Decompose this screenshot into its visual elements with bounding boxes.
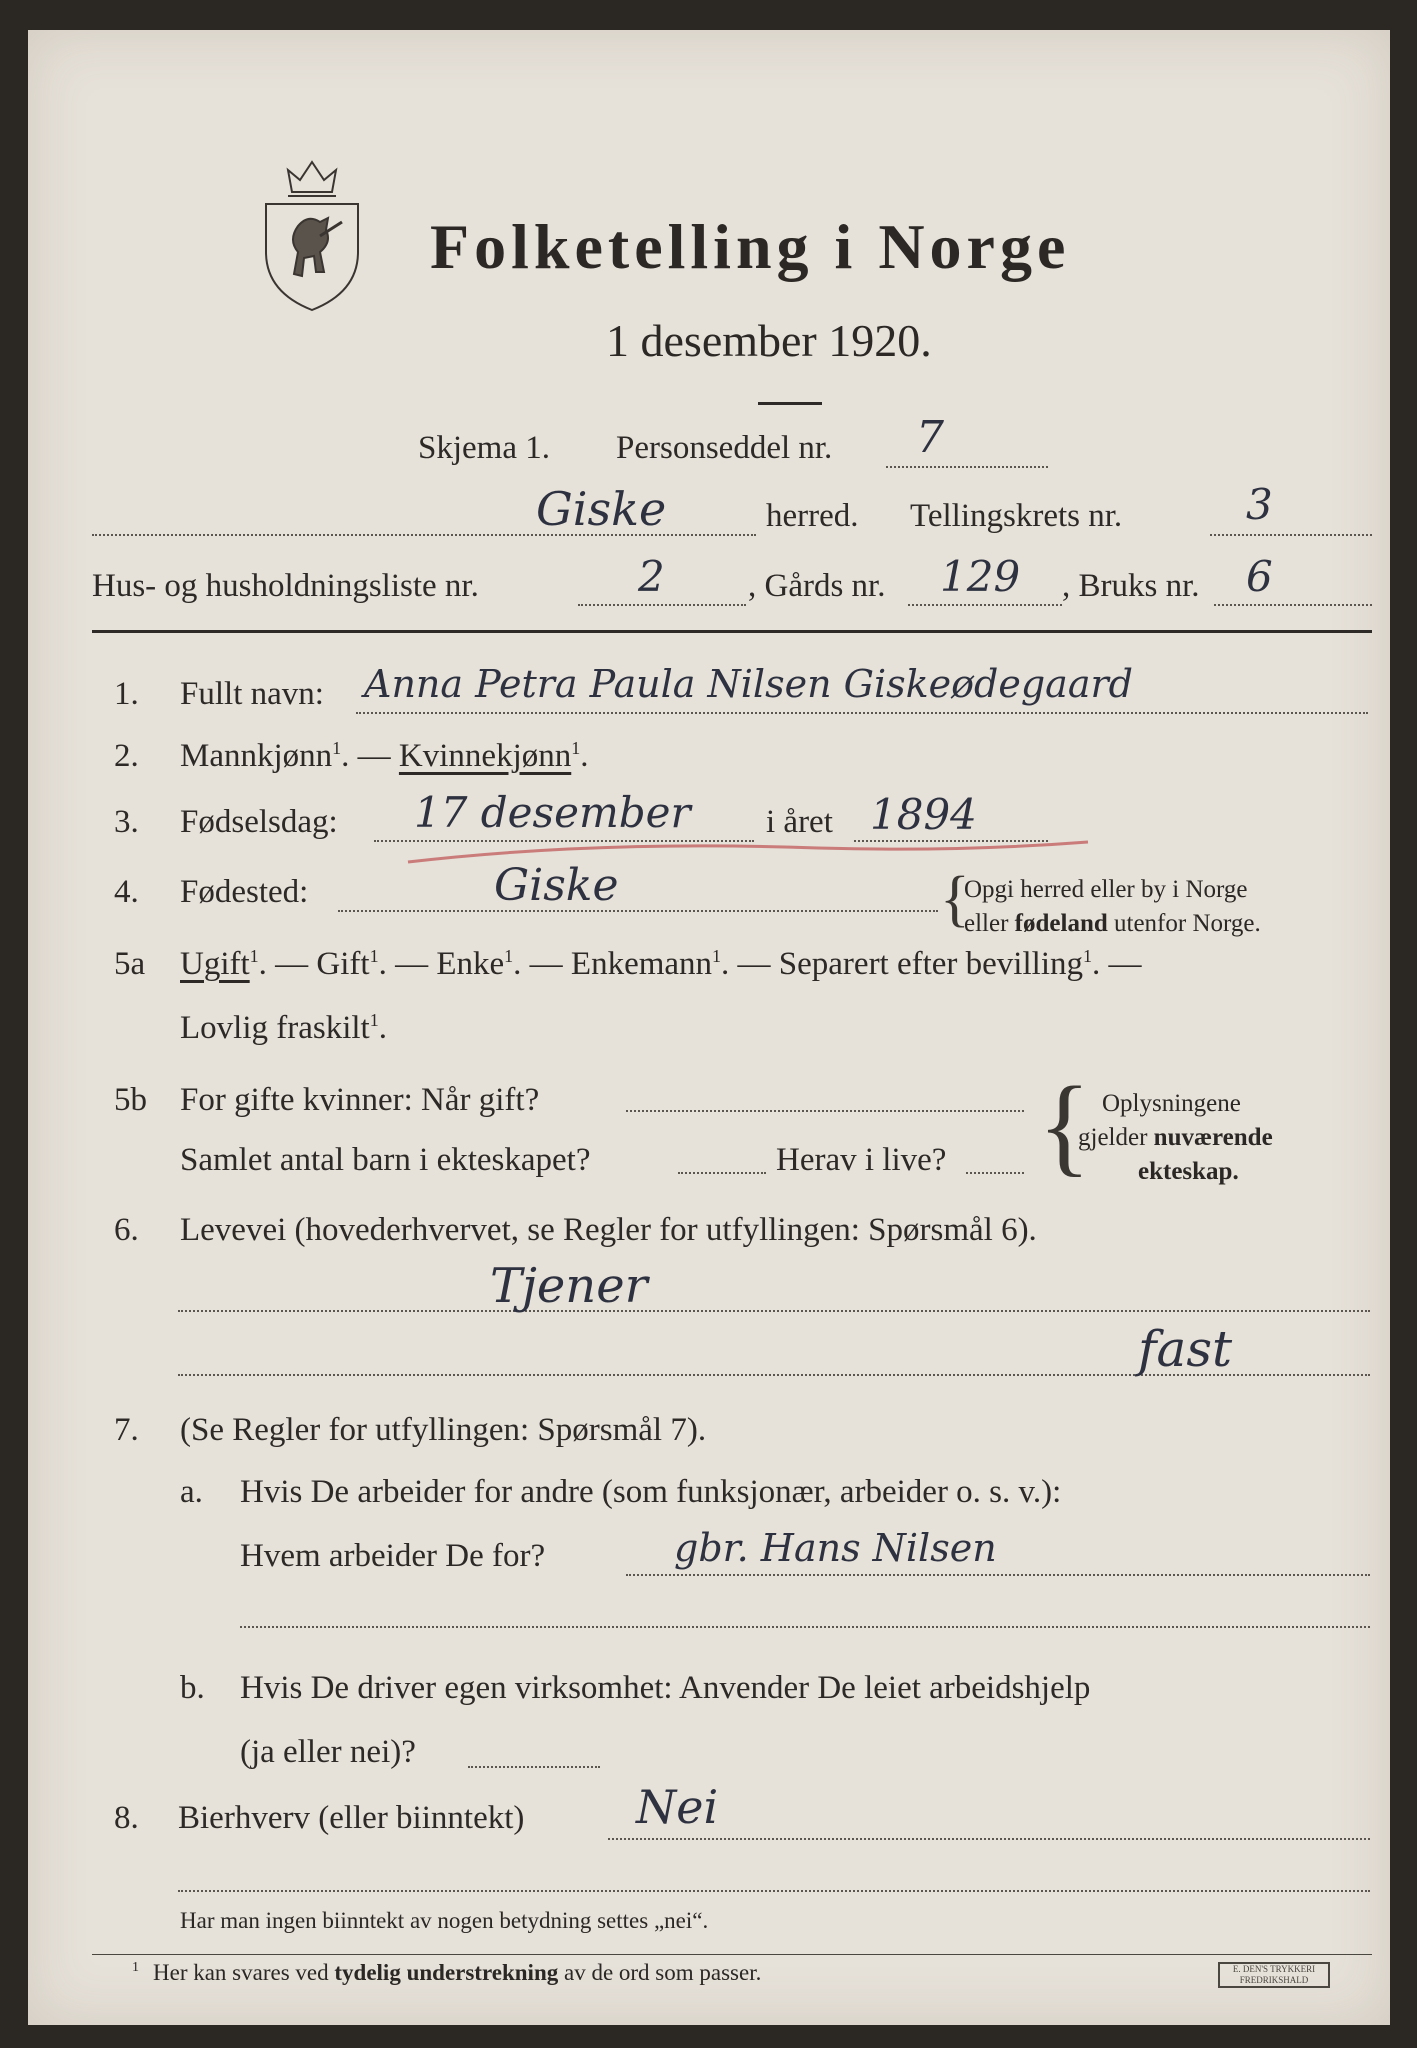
ugift-option[interactable]: Ugift: [180, 946, 250, 982]
q5b-alive-label: Herav i live?: [776, 1142, 947, 1178]
q4-line: [338, 910, 938, 912]
q4-note-bold: fødeland: [1014, 910, 1108, 937]
q8-label: Bierhverv (eller biinntekt): [178, 1800, 525, 1836]
birthplace-value[interactable]: Giske: [494, 860, 619, 911]
q7a-question: Hvem arbeider De for?: [240, 1538, 546, 1574]
q5b-married-line: [626, 1110, 1024, 1112]
personseddel-line: [886, 466, 1048, 468]
schema-label: Skjema 1.: [418, 430, 550, 466]
q1-line: [356, 712, 1368, 714]
tellingskrets-line: [1210, 534, 1372, 536]
full-name-value[interactable]: Anna Petra Paula Nilsen Giskeødegaard: [364, 662, 1133, 706]
footnote-text-c: av de ord som passer.: [558, 1960, 762, 1985]
occupation-margin-note[interactable]: fast: [1138, 1320, 1233, 1378]
q5b-note-line1: Oplysningene: [1102, 1090, 1241, 1117]
q3-label: Fødselsdag:: [180, 804, 338, 840]
q2-number: 2.: [114, 738, 139, 774]
bruks-label: , Bruks nr.: [1062, 568, 1200, 604]
birth-day-value[interactable]: 17 desember: [414, 788, 691, 837]
q5b-brace: {: [1038, 1064, 1091, 1186]
q5a-line2-end: .: [378, 1010, 387, 1046]
q5b-children-label: Samlet antal barn i ekteskapet?: [180, 1142, 591, 1178]
gards-value[interactable]: 129: [940, 552, 1021, 601]
footnote: [132, 1960, 761, 1986]
bruks-value[interactable]: 6: [1246, 552, 1273, 601]
enke-option[interactable]: . — Enke: [378, 946, 505, 982]
q5b-note-line3: ekteskap.: [1138, 1158, 1239, 1185]
male-option[interactable]: Mannkjønn: [180, 738, 333, 774]
q7b-line: [468, 1766, 600, 1768]
employer-value[interactable]: gbr. Hans Nilsen: [674, 1526, 997, 1570]
q6-number: 6.: [114, 1212, 139, 1248]
footnote-text-a: Her kan svares ved: [153, 1960, 335, 1985]
q7-label: (Se Regler for utfyllingen: Spørsmål 7).: [180, 1412, 707, 1448]
q8-number: 8.: [114, 1800, 139, 1836]
q7-number: 7.: [114, 1412, 139, 1448]
q8-line1: [608, 1838, 1370, 1840]
census-date: 1 desember 1920.: [606, 315, 932, 366]
herred-label: herred.: [766, 498, 859, 534]
q2-options: Mannkjønn$^1$. — Kvinnekjønn$^1$.: [180, 738, 589, 774]
enkemann-option[interactable]: . — Enkemann: [513, 946, 713, 982]
female-option[interactable]: Kvinnekjønn: [398, 738, 572, 774]
q4-note-line2: [964, 910, 1261, 938]
q7a-line1: [626, 1574, 1370, 1576]
herred-value[interactable]: Giske: [536, 482, 667, 536]
q5a-number: 5a: [114, 946, 146, 982]
footnote-text-bold: tydelig understrekning: [334, 1960, 559, 1985]
footnote-mark: 1: [132, 1960, 139, 1975]
q6-line1: [178, 1310, 1370, 1312]
q5b-note-line2: [1078, 1124, 1273, 1152]
gift-option[interactable]: . — Gift: [258, 946, 370, 982]
occupation-value[interactable]: Tjener: [490, 1258, 648, 1314]
q7a-line2: [240, 1626, 1370, 1628]
husliste-line: [578, 604, 746, 606]
gards-line: [908, 604, 1062, 606]
q4-note-a: eller: [964, 910, 1015, 937]
personseddel-label: Personseddel nr.: [616, 430, 833, 466]
q5b-note2-a: gjelder: [1078, 1124, 1154, 1151]
printer-stamp: E. DEN'S TRYKKERI FREDRIKSHALD: [1218, 1962, 1330, 1988]
side-income-value[interactable]: Nei: [636, 1780, 719, 1834]
q4-brace: {: [940, 865, 970, 933]
q7b-question: (ja eller nei)?: [240, 1734, 416, 1770]
q5b-label: For gifte kvinner: Når gift?: [180, 1082, 540, 1118]
birth-year-value[interactable]: 1894: [870, 790, 977, 839]
q3-year-label: i året: [766, 804, 833, 840]
tellingskrets-label: Tellingskrets nr.: [910, 498, 1123, 534]
q7b-letter: b.: [180, 1670, 205, 1706]
q5b-alive-line: [966, 1172, 1024, 1174]
footnote-rule: [92, 1954, 1372, 1955]
q4-label: Fødested:: [180, 874, 309, 910]
header-rule: [92, 630, 1372, 633]
fraskilt-option[interactable]: Lovlig fraskilt: [180, 1010, 370, 1046]
q4-note-line1: Opgi herred eller by i Norge: [964, 876, 1248, 903]
q6-label: Levevei (hovederhvervet, se Regler for utfyllingen: Spørsmål 6).: [180, 1212, 1037, 1248]
q5a-options: Ugift$^1$. — Gift$^1$. — Enke$^1$. — Enkemann$^1$. — Separert efter bevilling$^1$. —: [180, 946, 1142, 982]
q8-line2: [178, 1890, 1370, 1892]
husliste-value[interactable]: 2: [638, 552, 665, 601]
q1-label: Fullt navn:: [180, 676, 324, 712]
q5b-number: 5b: [114, 1082, 147, 1118]
q2-separator: . —: [341, 738, 391, 774]
q5a-line-end: . —: [1091, 946, 1142, 982]
tellingskrets-value[interactable]: 3: [1246, 480, 1273, 529]
q7a-letter: a.: [180, 1474, 203, 1510]
q8-note: Har man ingen biinntekt av nogen betydning settes „nei“.: [180, 1908, 709, 1933]
q5b-children-line: [678, 1172, 766, 1174]
form-title: Folketelling i Norge: [430, 211, 1071, 282]
gards-label: , Gårds nr.: [748, 568, 886, 604]
q2-end: .: [580, 738, 589, 774]
personseddel-value[interactable]: 7: [916, 412, 944, 463]
separert-option[interactable]: . — Separert efter bevilling: [721, 946, 1083, 982]
title-divider: [758, 402, 822, 405]
q5b-note2-bold: nuværende: [1153, 1124, 1273, 1151]
q4-number: 4.: [114, 874, 139, 910]
q3-number: 3.: [114, 804, 139, 840]
q7a-text: Hvis De arbeider for andre (som funksjonær, arbeider o. s. v.):: [240, 1474, 1062, 1510]
q1-number: 1.: [114, 676, 139, 712]
q5a-line2: Lovlig fraskilt$^1$.: [180, 1010, 387, 1046]
husliste-label: Hus- og husholdningsliste nr.: [92, 568, 479, 604]
census-form: [28, 30, 1390, 2025]
bruks-line: [1214, 604, 1372, 606]
q4-note-c: utenfor Norge.: [1107, 910, 1261, 937]
q7b-text: Hvis De driver egen virksomhet: Anvender De leiet arbeidshjelp: [240, 1670, 1091, 1706]
coat-of-arms-icon: [258, 152, 366, 312]
